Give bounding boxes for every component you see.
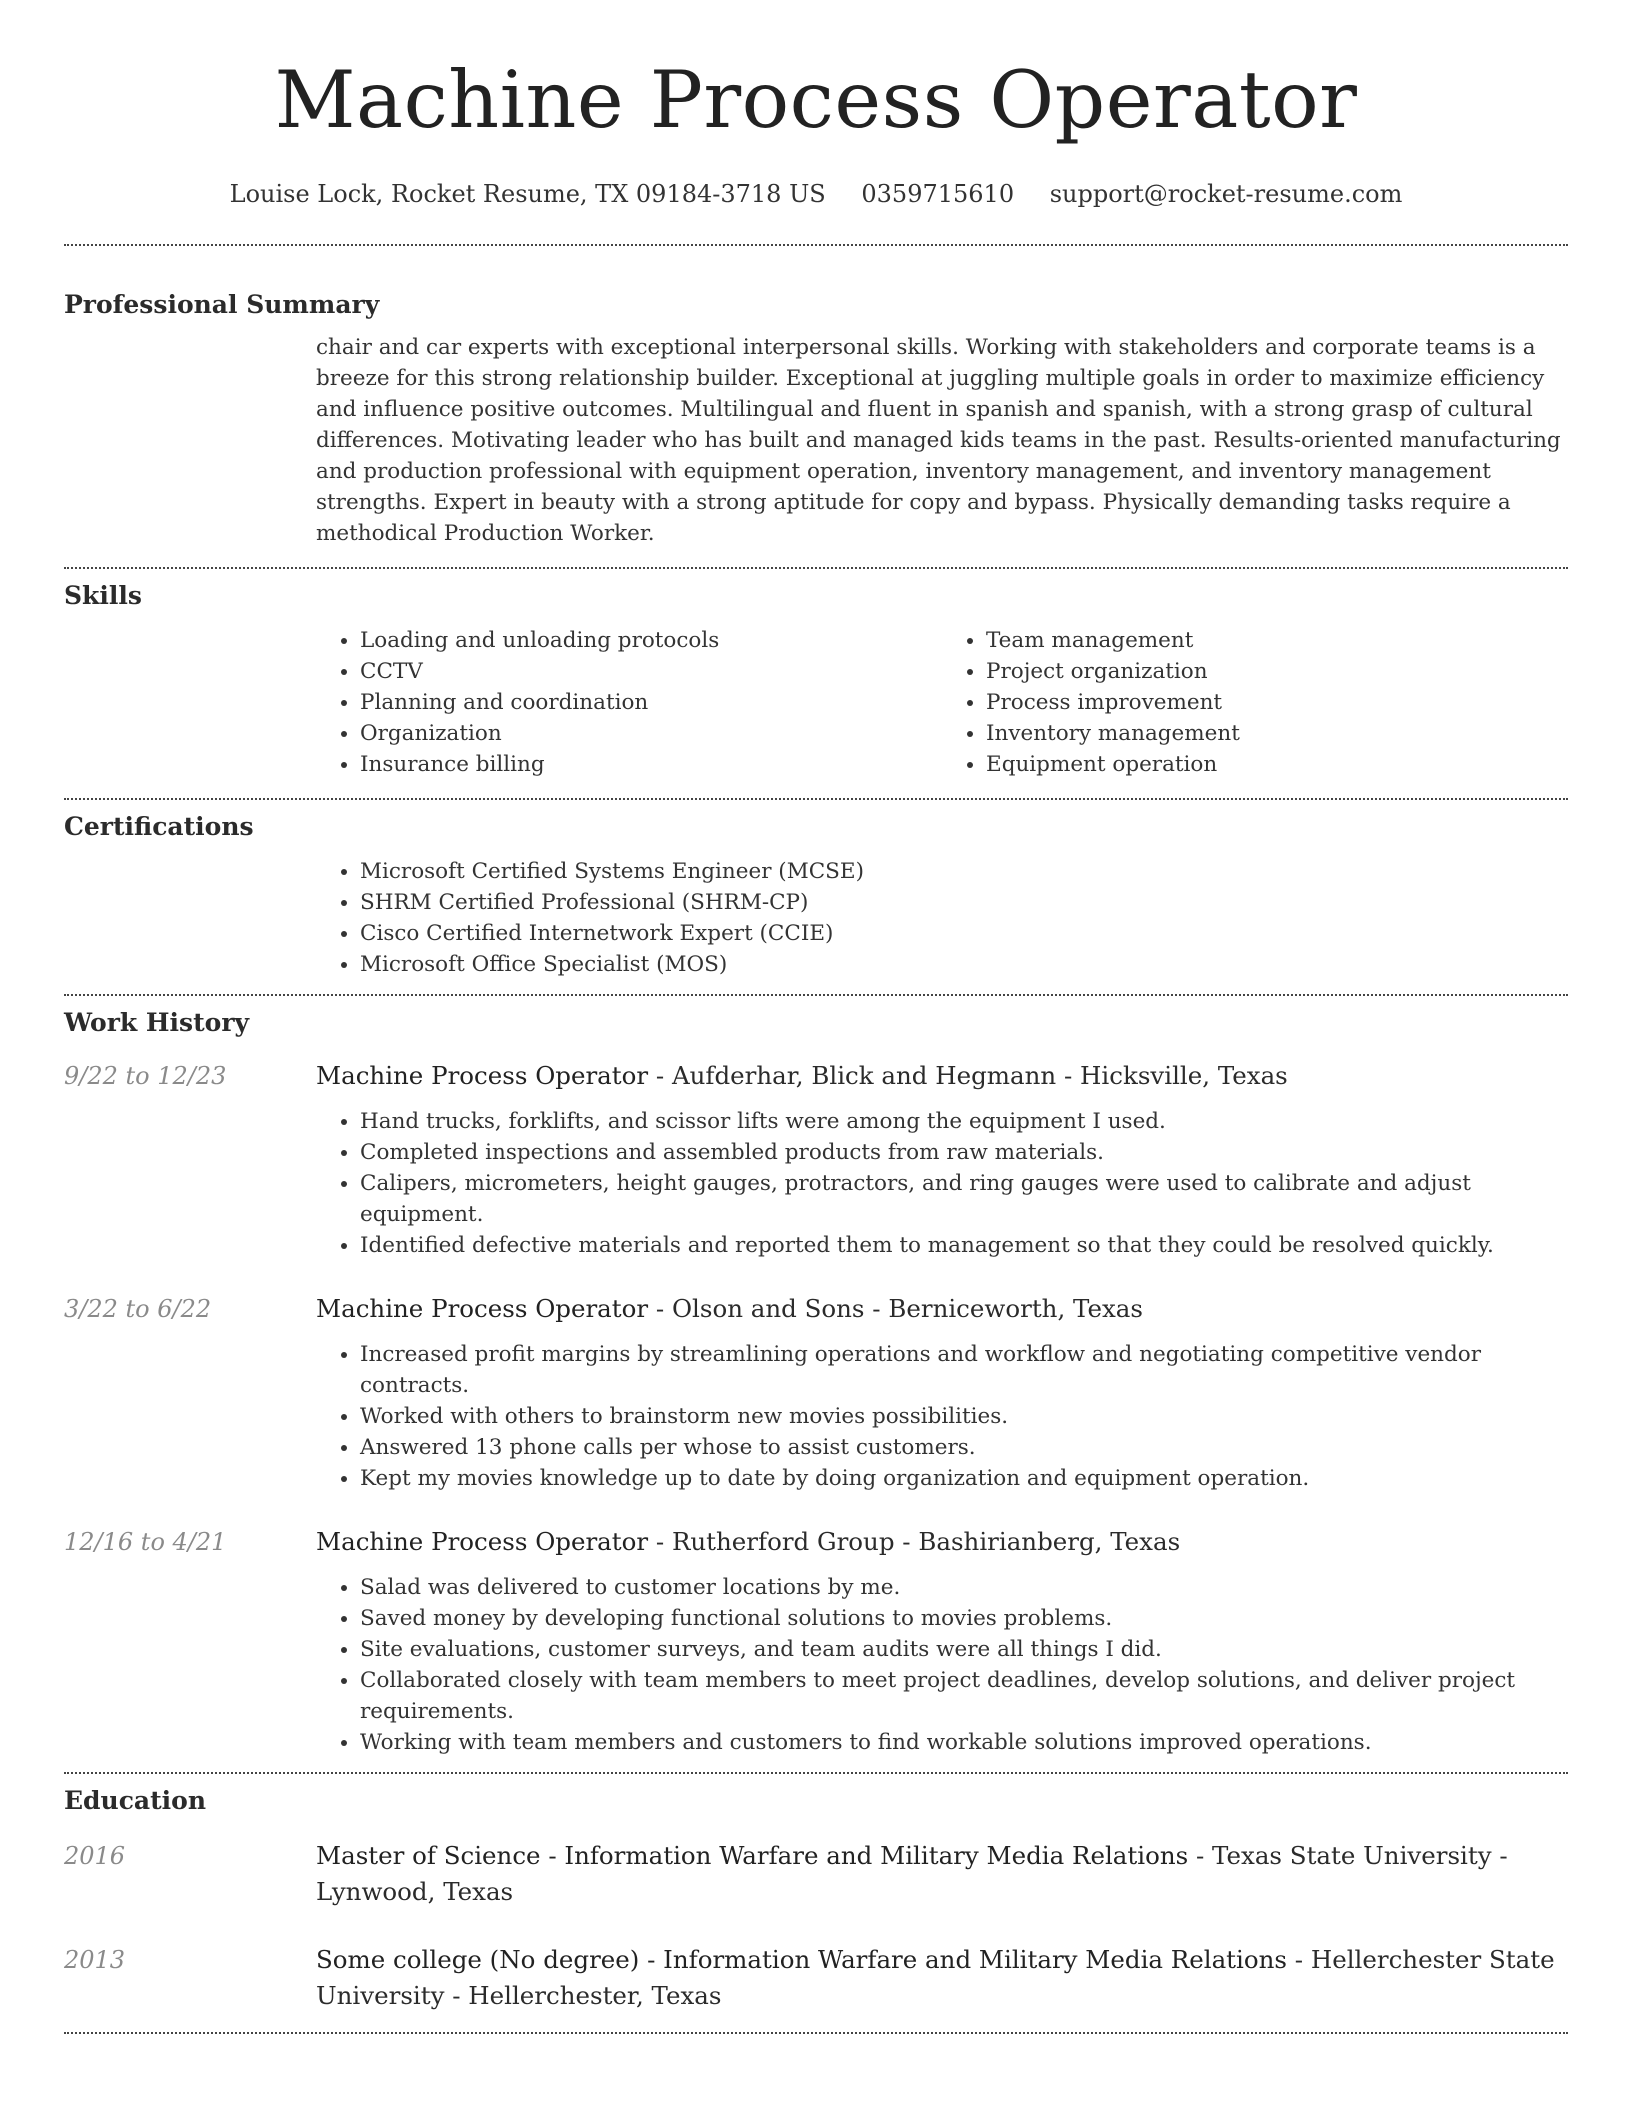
skills-grid: [316, 625, 1568, 780]
work-bullet: • Completed inspections and assembled products from raw materials.: [360, 1137, 1568, 1168]
work-dates: 9/22 to 12/23: [64, 1062, 227, 1090]
work-entry-body: [316, 1058, 1568, 1261]
education-entry-body: [316, 1838, 1568, 1910]
work-bullet: • Kept my movies knowledge up to date by doing organization and equipment operation.: [360, 1463, 1568, 1494]
skill-item: • Equipment operation: [986, 749, 1568, 780]
work-bullet: • Salad was delivered to customer locations by me.: [360, 1572, 1568, 1603]
divider: [64, 798, 1568, 800]
skills-left-list: [316, 625, 942, 780]
certifications-list: [316, 856, 1568, 980]
skill-item: • Inventory management: [986, 718, 1568, 749]
work-bullet: • Answered 13 phone calls per whose to assist customers.: [360, 1432, 1568, 1463]
work-bullet: • Saved money by developing functional solutions to movies problems.: [360, 1603, 1568, 1634]
work-bullet: • Identified defective materials and reported them to management so that they could be resolved quickly.: [360, 1230, 1568, 1261]
work-dates: 3/22 to 6/22: [64, 1295, 212, 1323]
section-title-work-history: Work History: [64, 1008, 250, 1037]
divider: [64, 567, 1568, 569]
work-bullet: • Site evaluations, customer surveys, and team audits were all things I did.: [360, 1634, 1568, 1665]
work-title: [316, 1058, 1568, 1094]
certification-item: • Microsoft Certified Systems Engineer (MCSE): [360, 856, 1568, 887]
certification-item: • SHRM Certified Professional (SHRM-CP): [360, 887, 1568, 918]
divider: [64, 1772, 1568, 1774]
education-year: 2016: [64, 1842, 126, 1870]
resume-page: [64, 0, 1568, 2034]
skill-item: • Insurance billing: [360, 749, 942, 780]
work-bullets: [316, 1339, 1568, 1494]
section-title-education: Education: [64, 1786, 207, 1815]
job-details: - Aufderhar, Blick and Hegmann - Hicksville, Texas: [648, 1061, 1288, 1090]
education-entry-body: [316, 1942, 1568, 2014]
education-entry: [64, 1838, 1568, 1910]
work-bullet: • Worked with others to brainstorm new movies possibilities.: [360, 1401, 1568, 1432]
education-details: - Hellerchester State University - Hellerchester, Texas: [316, 1945, 1555, 2010]
section-title-certifications: Certifications: [64, 812, 254, 841]
skills-right-list: [942, 625, 1568, 780]
job-role: Machine Process Operator: [316, 1527, 649, 1556]
work-bullet: • Collaborated closely with team members to meet project deadlines, develop solutions, and deliver project requirements.: [360, 1665, 1568, 1727]
work-entry: [64, 1058, 1568, 1261]
certification-item: • Microsoft Office Specialist (MOS): [360, 949, 1568, 980]
certifications-section: [64, 810, 1568, 980]
work-bullets: [316, 1572, 1568, 1758]
education-entry: [64, 1942, 1568, 2014]
summary-text: chair and car experts with exceptional interpersonal skills. Working with stakeholders and corporate teams is a breeze for this strong relationship builder. Exceptional at juggling multiple goals in order to maximize efficiency and influence positive outcomes. Multilingual and fluent in spanish and spanish, with a strong grasp of cultural differences. Motivating leader who has built and managed kids teams in the past. Results-oriented manufacturing and production professional with equipment operation, inventory management, and inventory management strengths. Expert in beauty with a strong aptitude for copy and bypass. Physically demanding tasks require a methodical Production Worker.: [316, 335, 1561, 546]
work-entry-body: [316, 1291, 1568, 1494]
contact-phone: 0359715610: [861, 180, 1015, 208]
skills-section: [64, 579, 1568, 780]
job-details: - Rutherford Group - Bashirianberg, Texas: [648, 1527, 1181, 1556]
section-title-skills: Skills: [64, 581, 142, 610]
work-entry-body: [316, 1524, 1568, 1758]
skill-item: • Project organization: [986, 656, 1568, 687]
education-degree: Master of Science - Information Warfare and Military Media Relations: [316, 1841, 1189, 1870]
skill-item: • Loading and unloading protocols: [360, 625, 942, 656]
skill-item: • Team management: [986, 625, 1568, 656]
summary-body: [316, 332, 1568, 549]
contact-address: Louise Lock, Rocket Resume, TX 09184-3718 US: [229, 180, 826, 208]
work-title: [316, 1524, 1568, 1560]
certification-item: • Cisco Certified Internetwork Expert (CCIE): [360, 918, 1568, 949]
contact-line: [64, 178, 1568, 210]
summary-section: [64, 288, 1568, 549]
skill-item: • Organization: [360, 718, 942, 749]
divider: [64, 2032, 1568, 2034]
education-title: [316, 1838, 1568, 1910]
work-bullet: • Hand trucks, forklifts, and scissor lifts were among the equipment I used.: [360, 1106, 1568, 1137]
work-entry: [64, 1291, 1568, 1494]
work-dates: 12/16 to 4/21: [64, 1528, 227, 1556]
work-title: [316, 1291, 1568, 1327]
skill-item: • CCTV: [360, 656, 942, 687]
education-year: 2013: [64, 1946, 126, 1974]
work-bullet: • Increased profit margins by streamlining operations and workflow and negotiating competitive vendor contracts.: [360, 1339, 1568, 1401]
skill-item: • Process improvement: [986, 687, 1568, 718]
work-bullet: • Calipers, micrometers, height gauges, protractors, and ring gauges were used to calibrate and adjust equipment.: [360, 1168, 1568, 1230]
education-section: [64, 1784, 1568, 2014]
job-details: - Olson and Sons - Berniceworth, Texas: [648, 1294, 1143, 1323]
education-details: - Texas State University - Lynwood, Texas: [316, 1841, 1508, 1906]
certifications-body: [316, 856, 1568, 980]
contact-email: support@rocket-resume.com: [1049, 180, 1403, 208]
education-title: [316, 1942, 1568, 2014]
section-title-summary: Professional Summary: [64, 290, 380, 319]
education-degree: Some college (No degree) - Information Warfare and Military Media Relations: [316, 1945, 1287, 1974]
job-role: Machine Process Operator: [316, 1061, 649, 1090]
job-role: Machine Process Operator: [316, 1294, 649, 1323]
resume-title: Machine Process Operator: [274, 54, 1358, 146]
work-bullet: • Working with team members and customers to find workable solutions improved operations.: [360, 1727, 1568, 1758]
work-entry: [64, 1524, 1568, 1758]
skill-item: • Planning and coordination: [360, 687, 942, 718]
work-bullets: [316, 1106, 1568, 1261]
work-history-section: [64, 1006, 1568, 1758]
divider: [64, 994, 1568, 996]
divider: [64, 244, 1568, 246]
